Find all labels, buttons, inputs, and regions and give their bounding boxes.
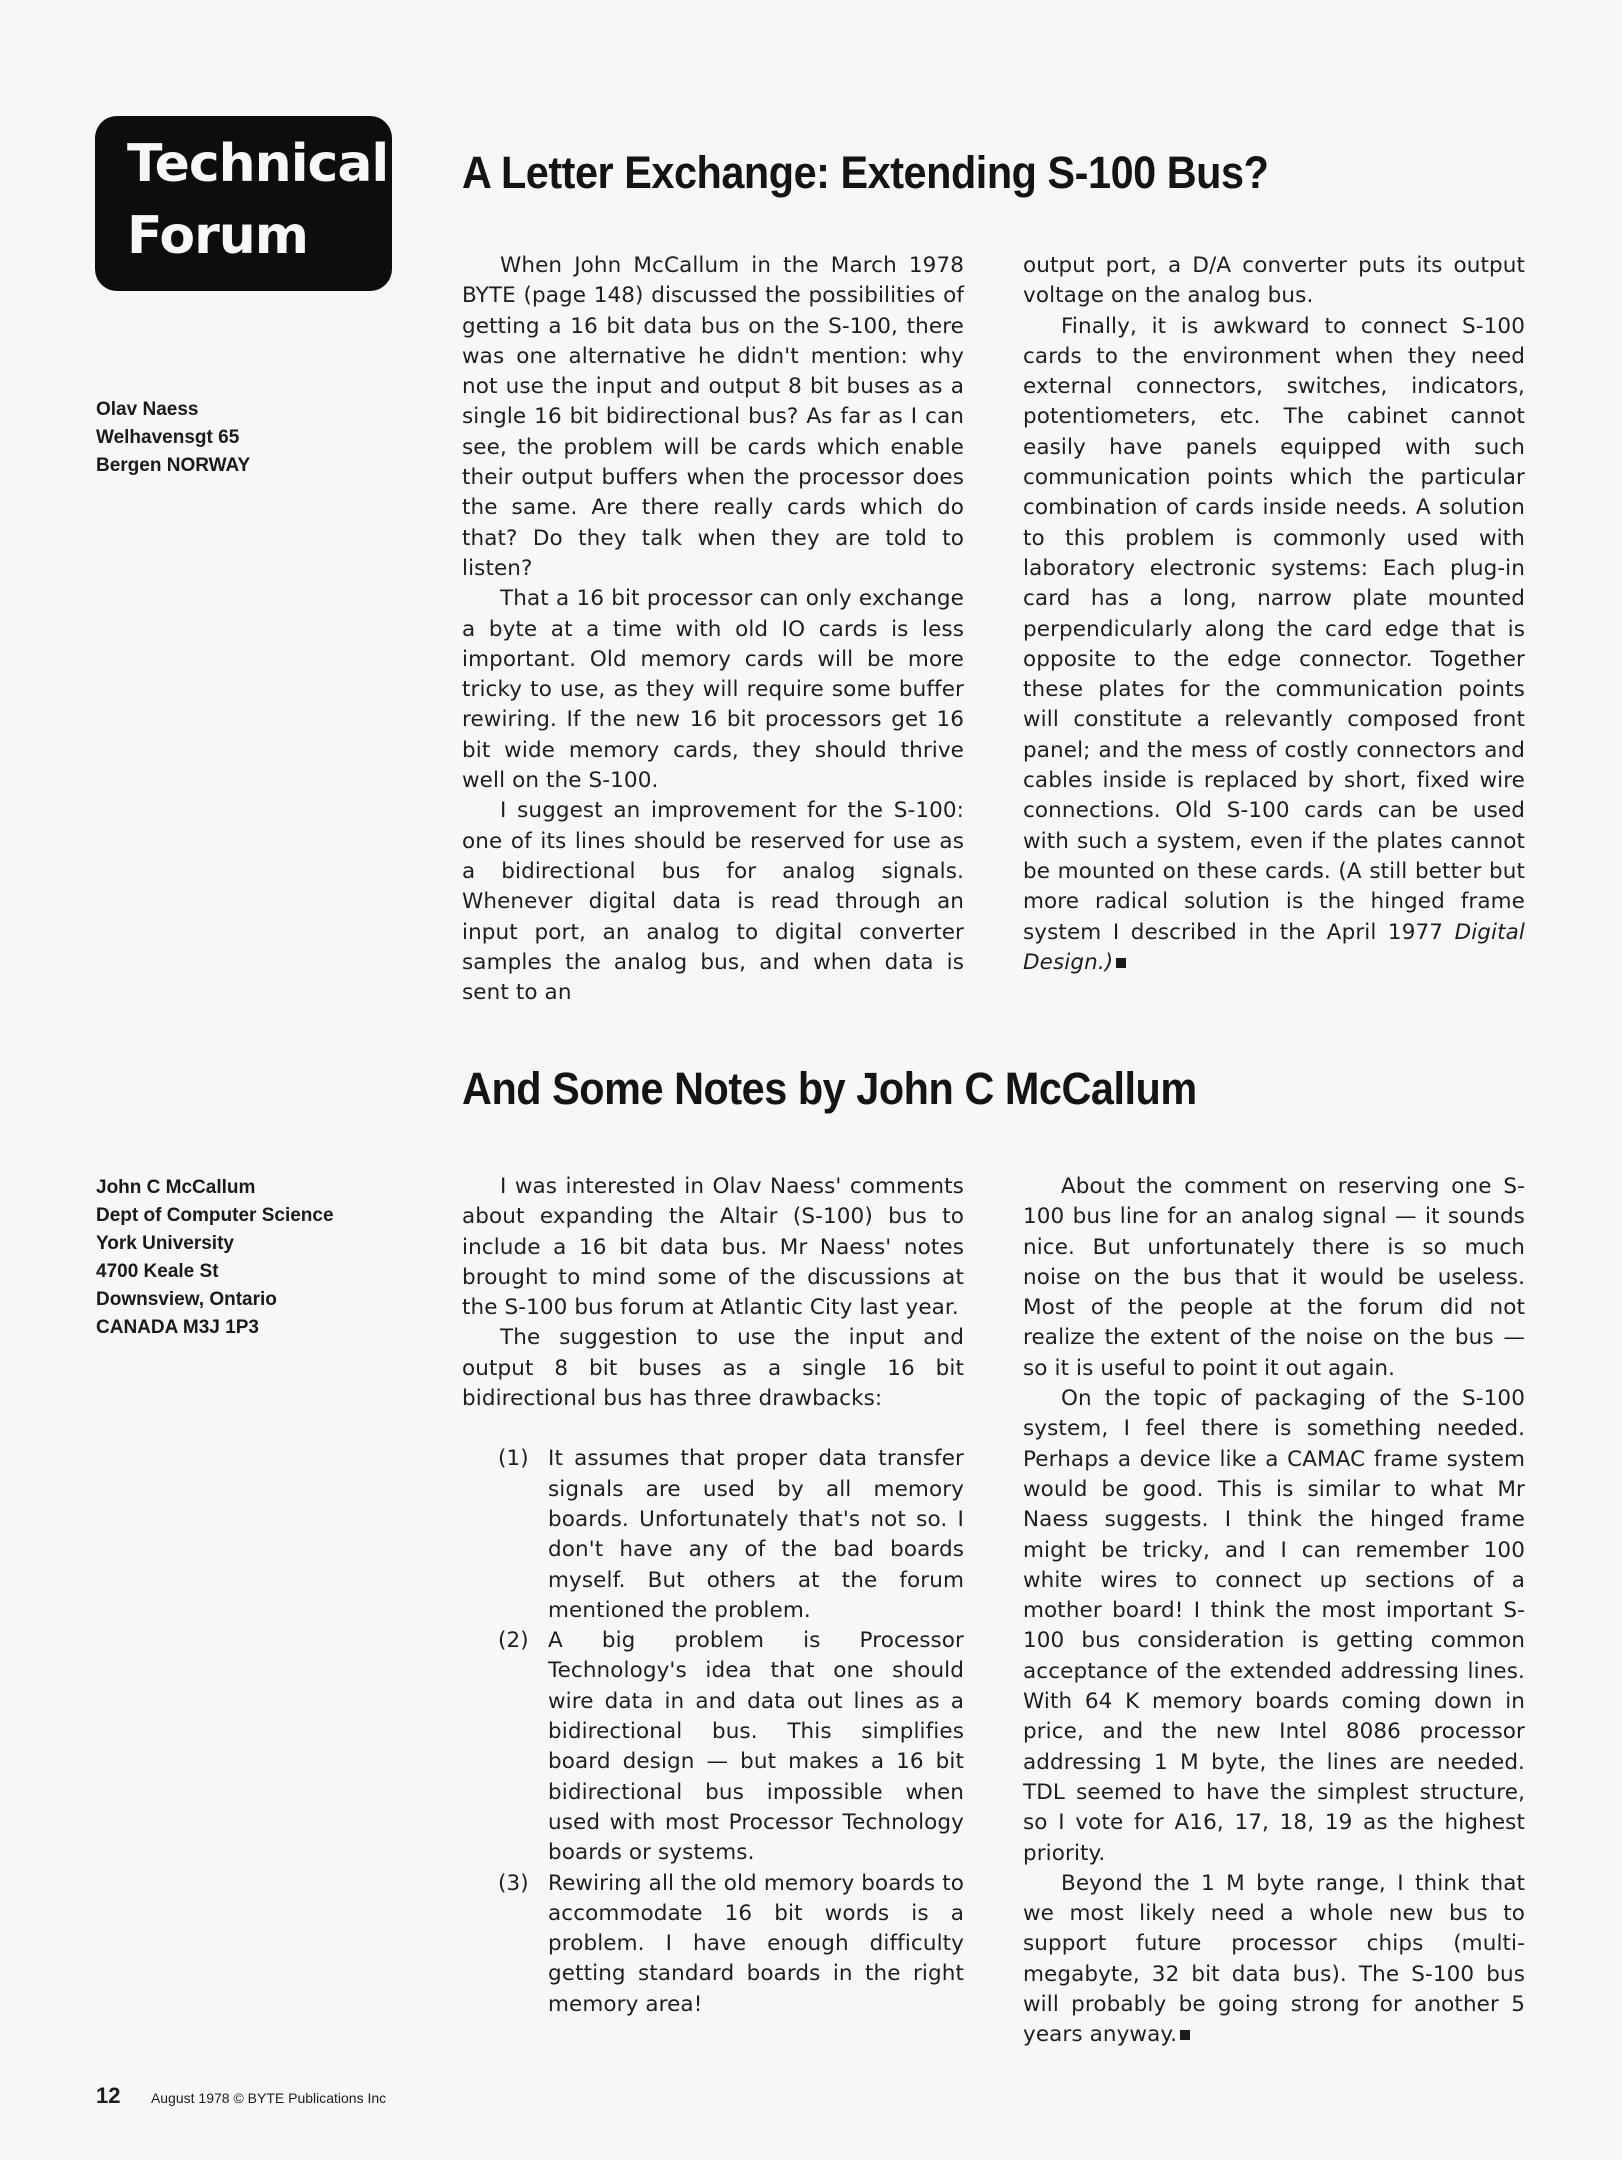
list-number: (2) [498,1628,529,1654]
author-institution: York University [96,1233,234,1254]
author-street: 4700 Keale St [96,1261,219,1282]
page-footer [96,2083,386,2109]
paragraph-text: Finally, it is awkward to connect S-100 cards to the environment when they need external connectors, switches, indicators, potentiometers, etc. The cabinet cannot easily have panels equipped with such communication points which the particular combination of cards inside needs. A solution to this problem is commonly used with laboratory electronic systems: Each plug-in card has a long, narrow plate mounted perpendicularly along the card edge that is opposite to the edge connector. Together these plates for the communication points will constitute a relevantly composed front panel; and the mess of costly connectors and cables inside is replaced by short, fixed wire connections. Old S-100 cards can be used with such a system, even if the plates cannot be mounted on these cards. (A still better but more radical solution is the hinged frame system I described in the April 1977 [1023,313,1525,945]
paragraph-text: Beyond the 1 M byte range, I think that we most likely need a whole new bus to support future processor chips (multi-megabyte, 32 bit data bus). The S-100 bus will probably be going strong for another 5 years anyway. [1023,1870,1525,2048]
list-number: (1) [498,1446,529,1472]
page-number: 12 [96,2083,121,2108]
paragraph-continued: output port, a D/A converter puts its output voltage on the analog bus. [1023,253,1525,309]
publication-title: Digital Design.) [1023,919,1525,975]
paragraph: When John McCallum in the March 1978 BYTE (page 148) discussed the possibilities of getting a 16 bit data bus on the S-100, there was one alternative he didn't mention: why not use the input and output 8 bit buses as a single 16 bit bidirectional bus? As far as I can see, the problem will be cards which enable their output buffers when the processor does the same. Are there really cards which do that? Do they talk when they are told to listen? [462,253,964,581]
author-city: Downsview, Ontario [96,1289,277,1310]
author-city: Bergen NORWAY [96,455,251,476]
end-mark-icon [1116,958,1126,968]
article-2-column-2 [1023,1172,1525,2051]
paragraph: On the topic of packaging of the S-100 system, I feel there is something needed. Perhaps a device like a CAMAC frame system would be good. This is similar to what Mr Naess suggests. I think the hinged frame might be tricky, and I can remember 100 white wires to connect up sections of a mother board! I think the most important S-100 bus consideration is getting common acceptance of the extended addressing lines. With 64 K memory boards coming down in price, and the new Intel 8086 processor addressing 1 M byte, the lines are needed. TDL seemed to have the simplest structure, so I vote for A16, 17, 18, 19 as the highest priority. [1023,1386,1525,1866]
author-name: John C McCallum [96,1177,256,1198]
paragraph: The suggestion to use the input and output 8 bit buses as a single 16 bit bidirectional bus has three drawbacks: [462,1325,964,1412]
drawbacks-list [462,1444,964,2020]
paragraph [1023,312,1525,979]
article-2-author-address [96,1174,334,1342]
copyright-credit: August 1978 © BYTE Publications Inc [150,2090,387,2106]
author-country-postal: CANADA M3J 1P3 [96,1317,259,1338]
list-text: It assumes that proper data transfer signals are used by all memory boards. Unfortunately that's not so. I don't have any of the bad boards myself. But others at the forum mentioned the problem. [548,1446,964,1623]
list-text: Rewiring all the old memory boards to accommodate 16 bit words is a problem. I have enough difficulty getting standard boards in the right memory area! [548,1870,964,2017]
article-1-author-address [96,396,250,480]
paragraph: I was interested in Olav Naess' comments about expanding the Altair (S-100) bus to include a 16 bit data bus. Mr Naess' notes brought to mind some of the discussions at the S-100 bus forum at Atlantic City last year. [462,1174,964,1321]
article-2-title: And Some Notes by John C McCallum [462,1063,1197,1114]
technical-forum-logo [95,116,392,291]
author-street: Welhavensgt 65 [96,427,240,448]
logo-line-1: Technical [127,134,389,194]
list-text: A big problem is Processor Technology's idea that one should wire data in and data out lines as a bidirectional bus. This simplifies board design — but makes a 16 bit bidirectional bus impossible when used with most Processor Technology boards or systems. [548,1628,964,1866]
end-mark-icon [1180,2030,1190,2040]
list-item [462,1444,964,1626]
paragraph: About the comment on reserving one S-100 bus line for an analog signal — it sounds nice. But unfortunately there is so much noise on the bus that it would be useless. Most of the people at the forum did not realize the extent of the noise on the bus — so it is useful to point it out again. [1023,1174,1525,1381]
paragraph: That a 16 bit processor can only exchange a byte at a time with old IO cards is less important. Old memory cards will be more tricky to use, as they will require some buffer rewiring. If the new 16 bit processors get 16 bit wide memory cards, they should thrive well on the S-100. [462,586,964,794]
article-1-column-1 [462,251,964,1008]
list-number: (3) [498,1870,529,1896]
paragraph: I suggest an improvement for the S-100: one of its lines should be reserved for use as a bidirectional bus for analog signals. Whenever digital data is read through an input port, an analog to digital converter samples the analog bus, and when data is sent to an [462,798,964,1006]
list-item [462,1869,964,2020]
article-1-title: A Letter Exchange: Extending S-100 Bus? [462,147,1269,198]
list-item [462,1626,964,1868]
article-2-column-1 [462,1172,964,2020]
article-1-column-2 [1023,251,1525,978]
author-department: Dept of Computer Science [96,1205,334,1226]
logo-line-2: Forum [127,206,308,266]
paragraph [1023,1869,1525,2051]
author-name: Olav Naess [96,399,199,420]
